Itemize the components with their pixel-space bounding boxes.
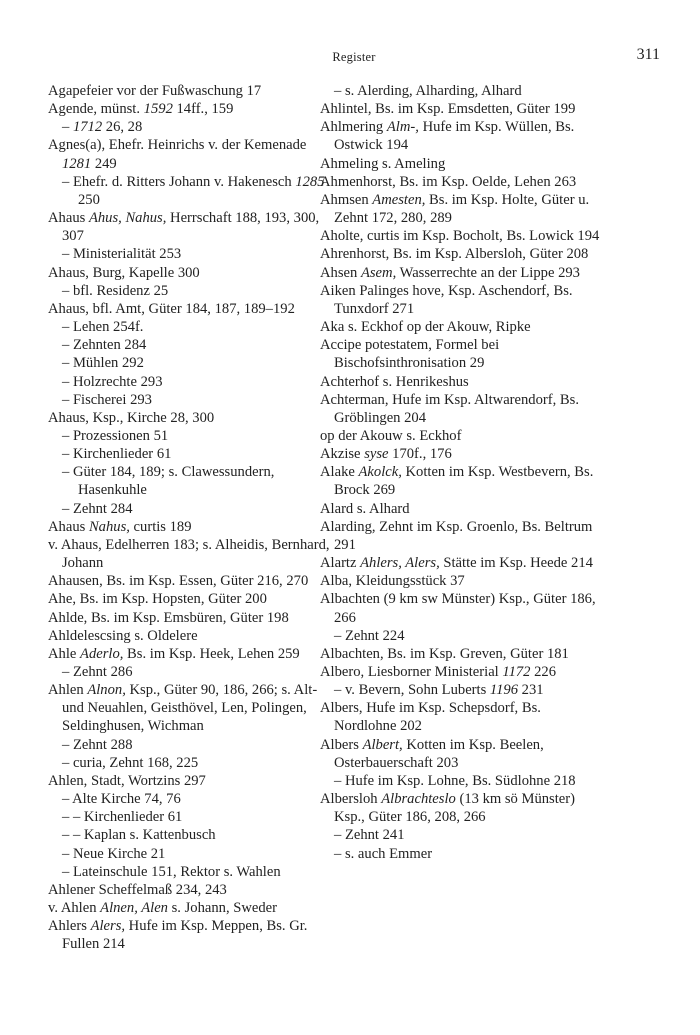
- index-entry: [48, 336, 332, 354]
- entry-text: Bs. im Ksp. Holte, Güter u. Zehnt 172, 280, 289: [334, 191, 590, 227]
- index-entry: [48, 282, 332, 300]
- entry-text: Ahlintel, Bs. im Ksp. Emsdetten, Güter 199: [320, 101, 576, 118]
- index-entry: [320, 245, 605, 263]
- entry-text: – Zehnt 286: [62, 664, 133, 680]
- index-entry: [48, 772, 332, 790]
- entry-text: Albachten, Bs. im Ksp. Greven, Güter 181: [320, 645, 569, 662]
- index-entry: [48, 663, 332, 681]
- index-entry: [48, 536, 332, 572]
- entry-text: Albero, Liesborner Ministerial: [320, 664, 503, 680]
- entry-text: Achterhof s. Henrikeshus: [320, 373, 469, 390]
- entry-italic-variant: Asem,: [360, 264, 397, 281]
- index-entry: [48, 881, 332, 899]
- entry-italic-variant: 1285: [295, 173, 325, 190]
- entry-text: Ahausen, Bs. im Ksp. Essen, Güter 216, 270: [48, 573, 309, 590]
- entry-italic-variant: 1172: [502, 664, 531, 680]
- entry-text: Ahaus, Burg, Kapelle 300: [48, 264, 200, 281]
- index-entry: [320, 681, 605, 699]
- entry-text: Aiken Palinges hove, Ksp. Aschendorf, Bs. Tunxdorf 271: [320, 282, 573, 317]
- index-entry: [48, 264, 332, 282]
- entry-text: 231: [518, 682, 544, 699]
- index-entry: [48, 627, 332, 645]
- entry-text: – Zehnt 241: [334, 827, 405, 844]
- entry-italic-variant: Akolck,: [358, 464, 402, 481]
- index-entry: [48, 354, 332, 372]
- entry-text: – – Kirchenlieder 61: [62, 809, 183, 826]
- index-entry: [48, 500, 332, 518]
- index-entry: [48, 590, 332, 608]
- entry-text: Ahe, Bs. im Ksp. Hopsten, Güter 200: [48, 591, 267, 608]
- index-entry: [320, 173, 605, 191]
- entry-italic-variant: syse: [364, 446, 389, 463]
- entry-italic-variant: Alm-,: [386, 119, 419, 136]
- index-entry: [48, 736, 332, 754]
- entry-text: Aka s. Eckhof op der Akouw, Ripke: [320, 319, 531, 336]
- entry-text: Ahaus, Ksp., Kirche 28, 300: [48, 409, 215, 426]
- entry-text: Bs. im Ksp. Heek, Lehen 259: [123, 645, 300, 662]
- index-entry: [48, 518, 332, 536]
- entry-text: Alarding, Zehnt im Ksp. Groenlo, Bs. Beltrum 291: [320, 518, 593, 553]
- index-entry: [48, 609, 332, 627]
- entry-text: Ahrenhorst, Bs. im Ksp. Albersloh, Güter 208: [320, 246, 589, 263]
- entry-text: Agapefeier vor der Fußwaschung 17: [48, 83, 262, 99]
- entry-text: Albachten (9 km sw Münster) Ksp., Güter 186, 266: [320, 591, 596, 626]
- entry-text: –: [62, 119, 73, 136]
- entry-text: curtis 189: [129, 518, 192, 535]
- index-entry: [48, 136, 332, 172]
- index-entry: [320, 463, 605, 499]
- entry-text: – – Kaplan s. Kattenbusch: [62, 827, 216, 844]
- index-entry: [48, 917, 332, 953]
- entry-text: Achterman, Hufe im Ksp. Altwarendorf, Bs. Gröblingen 204: [320, 391, 579, 426]
- entry-text: Ahmenhorst, Bs. im Ksp. Oelde, Lehen 263: [320, 173, 577, 190]
- index-entry: [48, 808, 332, 826]
- page-header: [48, 46, 660, 70]
- index-entry: [48, 572, 332, 590]
- index-entry: [320, 427, 605, 445]
- entry-text: Alard s. Alhard: [320, 500, 410, 517]
- entry-text: Ahlmering: [320, 119, 387, 136]
- index-entry: [320, 227, 605, 245]
- entry-text: – Zehnt 284: [62, 500, 133, 517]
- entry-text: Wasserrechte an der Lippe 293: [396, 264, 580, 281]
- running-head: Register: [332, 50, 376, 64]
- entry-italic-variant: Alnen, Alen: [100, 900, 168, 917]
- index-entry: [48, 445, 332, 463]
- entry-text: Alake: [320, 464, 359, 481]
- index-entry: [48, 899, 332, 917]
- entry-text: Alba, Kleidungsstück 37: [320, 573, 465, 590]
- index-entry: [320, 699, 605, 735]
- entry-text: Albersloh: [320, 791, 382, 808]
- entry-text: Ahaus: [48, 518, 89, 535]
- index-entry: [320, 264, 605, 282]
- index-entry: [320, 336, 605, 372]
- entry-italic-variant: 1196: [489, 682, 519, 699]
- index-entry: [320, 790, 605, 826]
- entry-text: Ahsen: [320, 264, 361, 281]
- entry-text: Accipe potestatem, Formel bei Bischofsinthronisation 29: [320, 337, 500, 372]
- index-entry: [48, 118, 332, 136]
- entry-text: – Ministerialität 253: [62, 246, 182, 263]
- index-entry: [48, 173, 332, 209]
- entry-italic-variant: Alnon,: [87, 682, 126, 699]
- entry-text: Agende, münst.: [48, 101, 144, 118]
- entry-italic-variant: Aderlo,: [80, 645, 124, 662]
- entry-text: – Lehen 254f.: [62, 319, 144, 336]
- index-entry: [48, 754, 332, 772]
- entry-text: – Zehnten 284: [62, 337, 147, 354]
- index-entry: [320, 663, 605, 681]
- index-entry: [320, 318, 605, 336]
- index-entry: [320, 518, 605, 554]
- entry-italic-variant: Alers,: [90, 918, 126, 935]
- index-entry: [48, 645, 332, 663]
- entry-italic-variant: Albrachteslo: [381, 791, 456, 808]
- entry-text: Hufe im Ksp. Meppen, Bs. Gr. Fullen 214: [62, 918, 308, 953]
- index-entry: [48, 100, 332, 118]
- entry-text: 170f., 176: [388, 446, 452, 463]
- entry-text: s. Johann, Sweder: [167, 900, 278, 917]
- entry-italic-variant: Amesten,: [372, 191, 426, 208]
- index-entry: [320, 391, 605, 427]
- page-number: 311: [636, 46, 660, 63]
- index-column-left: [48, 82, 332, 954]
- entry-text: – Güter 184, 189; s. Clawessundern, Hasenkuhle: [62, 464, 275, 499]
- entry-text: Albers: [320, 736, 363, 753]
- index-entry: [320, 826, 605, 844]
- entry-text: Ahlde, Bs. im Ksp. Emsbüren, Güter 198: [48, 609, 289, 626]
- entry-italic-variant: 1592: [143, 101, 173, 118]
- index-entry: [48, 373, 332, 391]
- entry-text: Ahlers: [48, 918, 91, 935]
- index-entry: [320, 572, 605, 590]
- entry-text: 250: [78, 191, 100, 208]
- index-entry: [48, 391, 332, 409]
- index-entry: [320, 191, 605, 227]
- entry-text: Ahaus, bfl. Amt, Güter 184, 187, 189–192: [48, 300, 295, 317]
- entry-text: – Zehnt 288: [62, 736, 133, 753]
- index-entry: [320, 282, 605, 318]
- entry-text: 14ff., 159: [172, 101, 234, 118]
- entry-text: op der Akouw s. Eckhof: [320, 427, 462, 444]
- index-entry: [48, 427, 332, 445]
- entry-text: Ksp., Güter 90, 186, 266; s. Alt- und Neuahlen, Geisthövel, Len, Polingen, Seldinghusen, Wichman: [62, 682, 318, 735]
- entry-text: – Hufe im Ksp. Lohne, Bs. Südlohne 218: [334, 772, 576, 789]
- entry-italic-variant: 1712: [72, 119, 103, 136]
- entry-text: – v. Bevern, Sohn Luberts: [334, 682, 490, 699]
- entry-text: 26, 28: [102, 119, 143, 136]
- entry-text: Kotten im Ksp. Westbevern, Bs. Brock 269: [334, 464, 594, 499]
- entry-text: Ahle: [48, 645, 81, 662]
- entry-text: Agnes(a), Ehefr. Heinrichs v. der Kemenade: [48, 137, 307, 154]
- index-entry: [320, 445, 605, 463]
- index-entry: [320, 554, 605, 572]
- index-entry: [48, 209, 332, 245]
- index-entry: [320, 82, 605, 100]
- entry-text: Stätte im Ksp. Heede 214: [439, 555, 593, 572]
- entry-italic-variant: Ahlers, Alers,: [360, 555, 440, 572]
- index-entry: [320, 100, 605, 118]
- entry-text: – Prozessionen 51: [62, 427, 169, 444]
- entry-text: v. Ahlen: [48, 900, 101, 917]
- entry-text: Hufe im Ksp. Wüllen, Bs. Ostwick 194: [334, 119, 575, 154]
- index-column-right: [320, 82, 605, 863]
- entry-text: 249: [91, 155, 117, 172]
- entry-text: – Neue Kirche 21: [62, 845, 166, 862]
- entry-text: – Zehnt 224: [334, 627, 405, 644]
- entry-text: Ahldelescsing s. Oldelere: [48, 627, 198, 644]
- index-entry: [320, 627, 605, 645]
- entry-text: – Mühlen 292: [62, 355, 144, 372]
- index-entry: [320, 772, 605, 790]
- index-entry: [320, 155, 605, 173]
- index-entry: [320, 373, 605, 391]
- index-entry: [320, 736, 605, 772]
- entry-text: (13 km sö Münster) Ksp., Güter 186, 208, 266: [334, 791, 575, 826]
- index-entry: [48, 845, 332, 863]
- entry-text: – s. auch Emmer: [334, 845, 433, 862]
- entry-text: Ahlen: [48, 682, 88, 699]
- index-entry: [48, 409, 332, 427]
- index-entry: [48, 681, 332, 735]
- entry-italic-variant: 1281: [62, 155, 92, 172]
- entry-text: – Ehefr. d. Ritters Johann v. Hakenesch: [62, 173, 296, 190]
- entry-text: Akzise: [320, 446, 365, 463]
- index-entry: [320, 500, 605, 518]
- entry-italic-variant: Nahus,: [88, 518, 130, 535]
- index-entry: [320, 645, 605, 663]
- entry-text: – s. Alerding, Alharding, Alhard: [334, 83, 522, 99]
- index-entry: [48, 245, 332, 263]
- entry-text: v. Ahaus, Edelherren 183; s. Alheidis, Bernhard, Johann: [48, 536, 330, 572]
- entry-text: Alartz: [320, 555, 361, 572]
- index-entry: [48, 300, 332, 318]
- index-entry: [48, 826, 332, 844]
- entry-italic-variant: Albert,: [362, 736, 403, 753]
- entry-text: Albers, Hufe im Ksp. Schepsdorf, Bs. Nordlohne 202: [320, 700, 541, 735]
- entry-text: – curia, Zehnt 168, 225: [62, 754, 199, 771]
- entry-text: Ahmeling s. Ameling: [320, 155, 446, 172]
- entry-text: – Lateinschule 151, Rektor s. Wahlen: [62, 863, 281, 880]
- index-entry: [320, 590, 605, 626]
- entry-text: 226: [530, 664, 557, 680]
- entry-italic-variant: Ahus, Nahus,: [88, 210, 167, 227]
- entry-text: Ahaus: [48, 210, 89, 227]
- entry-text: – Kirchenlieder 61: [62, 446, 172, 463]
- index-entry: [48, 463, 332, 499]
- index-entry: [320, 845, 605, 863]
- entry-text: Kotten im Ksp. Beelen, Osterbauerschaft 203: [334, 736, 544, 771]
- index-entry: [320, 118, 605, 154]
- entry-text: Ahmsen: [320, 191, 373, 208]
- entry-text: – Holzrechte 293: [62, 373, 163, 390]
- entry-text: Herrschaft 188, 193, 300, 307: [62, 210, 320, 245]
- entry-text: Aholte, curtis im Ksp. Bocholt, Bs. Lowick 194: [320, 228, 600, 245]
- entry-text: Ahlener Scheffelmaß 234, 243: [48, 881, 227, 898]
- index-entry: [48, 790, 332, 808]
- entry-text: – Fischerei 293: [62, 391, 152, 408]
- index-entry: [48, 863, 332, 881]
- index-entry: [48, 82, 332, 100]
- entry-text: – bfl. Residenz 25: [62, 282, 169, 299]
- index-entry: [48, 318, 332, 336]
- entry-text: – Alte Kirche 74, 76: [62, 791, 181, 808]
- entry-text: Ahlen, Stadt, Wortzins 297: [48, 772, 206, 789]
